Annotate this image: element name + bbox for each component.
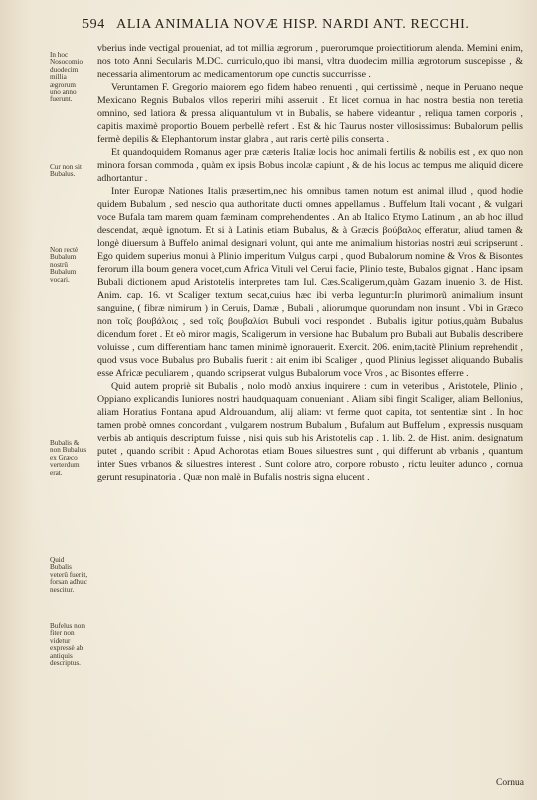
paragraph: Veruntamen F. Gregorio maiorem ego fidem habeo renuenti , qui certissimè , neque in Peruano neque Mexicano Regnis Bubalos vllos reperiri mihi asseruit . Et licet cornua in hac nostra bestia non teretia omnino, sed latiora & pressa aliquantulum vt in Bubalis, se habere videantur , reliqua tamen corporis , capitis maximè proportio Bouem perbellè refert . Est & hic Taurus noster villosissimus: Bubalorum pellis fermè depilis & Elephantorum instar glabra , aut raris certè pilis conserta . <box>97 82 523 145</box>
marginal-note: Bufelus non fiter non videtur expressè ab antiquis descriptus. <box>50 622 85 668</box>
marginal-note: Quid Bubalis veterû fuerit, forsan adhuc nescitur. <box>50 556 88 594</box>
catchword: Cornua <box>496 778 524 788</box>
paragraph: vberius inde vectigal proueniat, ad tot millia ægrorum , puerorumque proiectitiorum alenda. Memini enim, nos toto Anni Secularis M.DC. curriculo,quo ibi mansi, vltra duodecim millia ægrotorum suscepisse , & necessaria alimentorum ac medicamentorum ope cunctis succurrisse . <box>97 43 523 80</box>
marginal-note: In hoc Nosocomio duodecim millia ægrorum uno anno fuerunt. <box>50 51 84 104</box>
paragraph: Inter Europæ Nationes Italis præsertim,nec his omnibus tamen notum est animal illud , quod hodie quidem Bubalum , sed nescio qua authoritate ducti omnes appellamus . Buffelum Itali vocant , & vulgari voce Bufala tam marem quam fæminam comprehendentes . An ab Italico Etymo Latinum , an ab hoc illud descendat, æquè ignotum. Et si à Latinis etiam Bubalus, & à Græcis βούβαλος efferatur, aliud tamen & longè diuersum à Buffelo animal designari volunt, qui ante me animalium historias nostri æui scripserunt . Ego quidem superius monui à Plinio imperitum Vulgus carpi , quod Bubalorum nomine & Vros & Bisontes ferorum illa boum genera vocet,cum Africa Vituli vel Cerui facie, Plinio teste, Bubalos gignat . Hanc ipsam Bubali dictionem apud Aristotelis interpretes tam Iul. Cæs.Scaligerum,quàm Gazam inuenio 3. de Hist. Anim. cap. 16. vt Scaliger textum secat,cuius hæc ibi verba leguntur:In plurimorũ animalium insunt sanguine, ( fibræ nimirum ) in Ceruis, Damæ , Bubali , aliorumque quorundam non insunt . Vbi in Græco non τοῖς βουβάλοις , sed τοῖς βουβαλίσι Bubuli voci respondet . Bubalis igitur potius,quàm Bubalus dicendum foret . Et eò miror magis, Scaligerum in versione hac Bubalum pro Bubali aut Bubalis describere voluisse , cum differentiam hanc tamen minimè ignorauerit. Exercit. 206. enim,tacitè Plinium reprehendit , quod vsus voce Bubalus pro Bubalis fuerit : ait enim ibi Scaliger , quod Plinius legisset aliquando Bubalis esse Africæ peculiarem , quando scripserat vulgus Bubalorum voce Vros , ac Bisontes efferre . <box>97 186 523 379</box>
page-number: 594 <box>82 17 105 32</box>
main-text <box>97 42 523 484</box>
marginal-note: Bubalis & non Bubalus ex Græco verterdum erat. <box>50 439 87 477</box>
paragraph: Quid autem propriè sit Bubalis , nolo modò anxius inquirere : cum in veteribus , Aristotele, Plinio , Oppiano explicandis Iuniores nostri haudquaquam conueniant . Aliam sibi fingit Scaliger, aliam Bellonius, aliam Horatius Fontana apud Aldrouandum, alij aliam: vt ferme quot capita, tot sententiæ sint . In hoc tamen probè omnes concordant , vulgarem nostrum Bubalum , Bufalum aut Buffelum , expressis nusquam verbis ab antiquis descriptum fuisse , nisi quis sub his Aristotelis cap . 1. lib. 2. de Hist. anim. designatum putet , quando scribit : Apud Achorotas etiam Boues siluestres sunt , qui differunt ab vrbanis , quantum inter Sues vrbanos & siluestres interest . Sunt colore atro, corpore robusto , rictu leuiter adunco , cornua gerunt resupinatoria . Quæ non malè in Bufalis nostris signa elucent . <box>97 381 523 483</box>
marginal-note: Cur non sit Bubalus. <box>50 163 82 179</box>
running-title: ALIA ANIMALIA NOVÆ HISP. NARDI ANT. RECCHI. <box>116 17 470 32</box>
paragraph: Et quandoquidem Romanus ager præ cæteris Italiæ locis hoc animali fertilis & nobilis est , ex quo non minora forsan commoda , quàm ex ipsis Bobus incolæ capiunt , & de his locus ac tempus me aliquid dicere adhortantur . <box>97 147 523 184</box>
marginal-note: Non rectè Bubalum nostrû Bubalum vocari. <box>50 246 79 284</box>
running-header <box>82 17 522 33</box>
